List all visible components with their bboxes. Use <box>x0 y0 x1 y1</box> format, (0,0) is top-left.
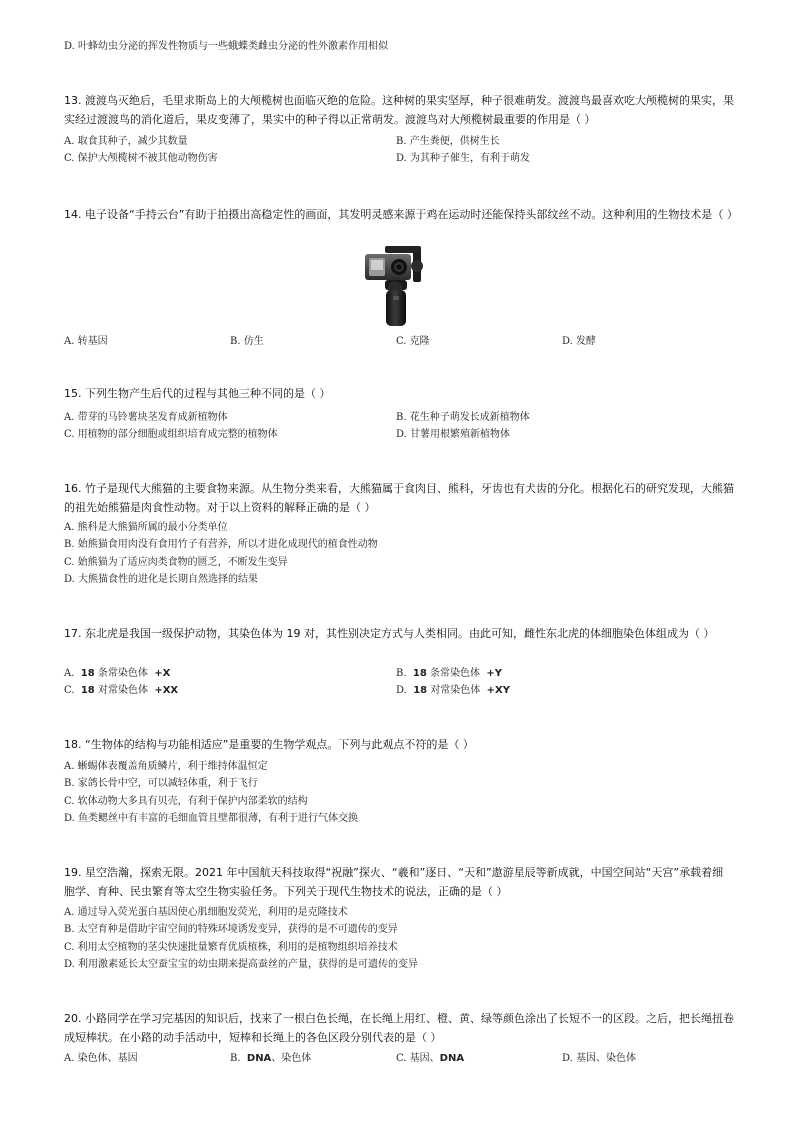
q20-stem: 20. 小路同学在学习完基因的知识后，找来了一根白色长绳，在长绳上用红、橙、黄、绿等颜色涂出了长短不一的区段。之后，把长绳扭卷成短棒状。在小路的动手活动中，短棒和长绳上的各色区段分别代表的是（ ） <box>64 1012 734 1044</box>
q13-stem: 13. 渡渡鸟灭绝后，毛里求斯岛上的大颅榄树也面临灭绝的危险。这种树的果实坚厚，种子很难萌发。渡渡鸟最喜欢吃大颅榄树的果实，果实经过渡渡鸟的消化道后，果皮变薄了，果实中的种子得以正常萌发。渡渡鸟对大颅榄树最重要的作用是（ ） <box>64 94 734 126</box>
q14-option-d: D. 发酵 <box>562 336 597 347</box>
q19-option-c: C. 利用太空植物的茎尖快速批量繁育优质植株，利用的是植物组织培养技术 <box>64 942 398 953</box>
q14-option-b: B. 仿生 <box>230 336 264 347</box>
q13-option-b: B. 产生粪便，供树生长 <box>396 136 500 147</box>
q18-option-d: D. 鱼类鳃丝中有丰富的毛细血管且壁都很薄，有利于进行气体交换 <box>64 813 359 824</box>
q12-option-d: D. 叶蜂幼虫分泌的挥发性物质与一些蛾蝶类雌虫分泌的性外激素作用相似 <box>64 41 389 52</box>
q13-option-a: A. 取食其种子，减少其数量 <box>64 136 188 147</box>
q14-stem: 14. 电子设备“手持云台”有助于拍摄出高稳定性的画面，其发明灵感来源于鸡在运动时还能保持头部纹丝不动。这种利用的生物技术是（ ） <box>64 208 738 221</box>
q16-option-a: A. 熊科是大熊猫所属的最小分类单位 <box>64 522 228 533</box>
q15-option-d: D. 甘薯用根繁殖新植物体 <box>396 429 511 440</box>
q16-option-b: B. 始熊猫食用肉没有食用竹子有营养，所以才进化成现代的植食性动物 <box>64 539 378 550</box>
q18-option-b: B. 家鸽长骨中空，可以减轻体重，利于飞行 <box>64 778 258 789</box>
q20-option-c: C. 基因、DNA <box>396 1053 465 1064</box>
q16-option-c: C. 始熊猫为了适应肉类食物的匮乏，不断发生变异 <box>64 557 288 568</box>
q15-option-b: B. 花生种子萌发长成新植物体 <box>396 412 530 423</box>
q19-option-d: D. 利用激素延长太空蚕宝宝的幼虫期来提高蚕丝的产量，获得的是可遗传的变异 <box>64 959 419 970</box>
q20-option-b: B. DNA、染色体 <box>230 1053 312 1064</box>
q13-option-c: C. 保护大颅榄树不被其他动物伤害 <box>64 153 218 164</box>
q19-stem: 19. 星空浩瀚，探索无限。2021 年中国航天科技取得“祝融”探火、“羲和”逐日、“天和”遨游星辰等新成就，中国空间站“天宫”承载着细胞学、育种、民虫繁育等太空生物实验任务。下列关于现代生物技术的说法，正确的是（ ） <box>64 866 724 898</box>
q14-option-c: C. 克隆 <box>396 336 430 347</box>
q18-option-c: C. 软体动物大多具有贝壳，有利于保护内部柔软的结构 <box>64 796 308 807</box>
q15-stem: 15. 下列生物产生后代的过程与其他三种不同的是（ ） <box>64 387 331 400</box>
q17-option-d: D. 18 对常染色体 +XY <box>396 685 511 696</box>
handheld-gimbal-image <box>355 244 437 328</box>
q18-stem: 18. “生物体的结构与功能相适应”是重要的生物学观点。下列与此观点不符的是（ ） <box>64 738 474 751</box>
q15-option-a: A. 带芽的马铃薯块茎发育成新植物体 <box>64 412 228 423</box>
q13-option-d: D. 为其种子催生，有利于萌发 <box>396 153 531 164</box>
q20-option-d: D. 基因、染色体 <box>562 1053 637 1064</box>
q15-option-c: C. 用植物的部分细胞或组织培育成完整的植物体 <box>64 429 278 440</box>
q17-option-b: B. 18 条常染色体 +Y <box>396 668 502 679</box>
q17-option-c: C. 18 对常染色体 +XX <box>64 685 179 696</box>
q19-option-a: A. 通过导入荧光蛋白基因使心肌细胞发荧光，利用的是克隆技术 <box>64 907 348 918</box>
q20-option-a: A. 染色体、基因 <box>64 1053 138 1064</box>
q17-stem: 17. 东北虎是我国一级保护动物，其染色体为 19 对，其性别决定方式与人类相同。由此可知，雌性东北虎的体细胞染色体组成为（ ） <box>64 627 715 640</box>
q18-option-a: A. 蜥蜴体表覆盖角质鳞片，利于维持体温恒定 <box>64 761 268 772</box>
q16-stem: 16. 竹子是现代大熊猫的主要食物来源。从生物分类来看，大熊猫属于食肉目、熊科，牙齿也有犬齿的分化。根据化石的研究发现，大熊猫的祖先始熊猫是肉食性动物。对于以上资料的解释正确的是（ ） <box>64 482 734 514</box>
q16-option-d: D. 大熊猫食性的进化是长期自然选择的结果 <box>64 574 259 585</box>
q17-option-a: A. 18 条常染色体 +X <box>64 668 171 679</box>
q19-option-b: B. 太空育种是借助宇宙空间的特殊环境诱发变异，获得的是不可遗传的变异 <box>64 924 398 935</box>
q14-option-a: A. 转基因 <box>64 336 108 347</box>
